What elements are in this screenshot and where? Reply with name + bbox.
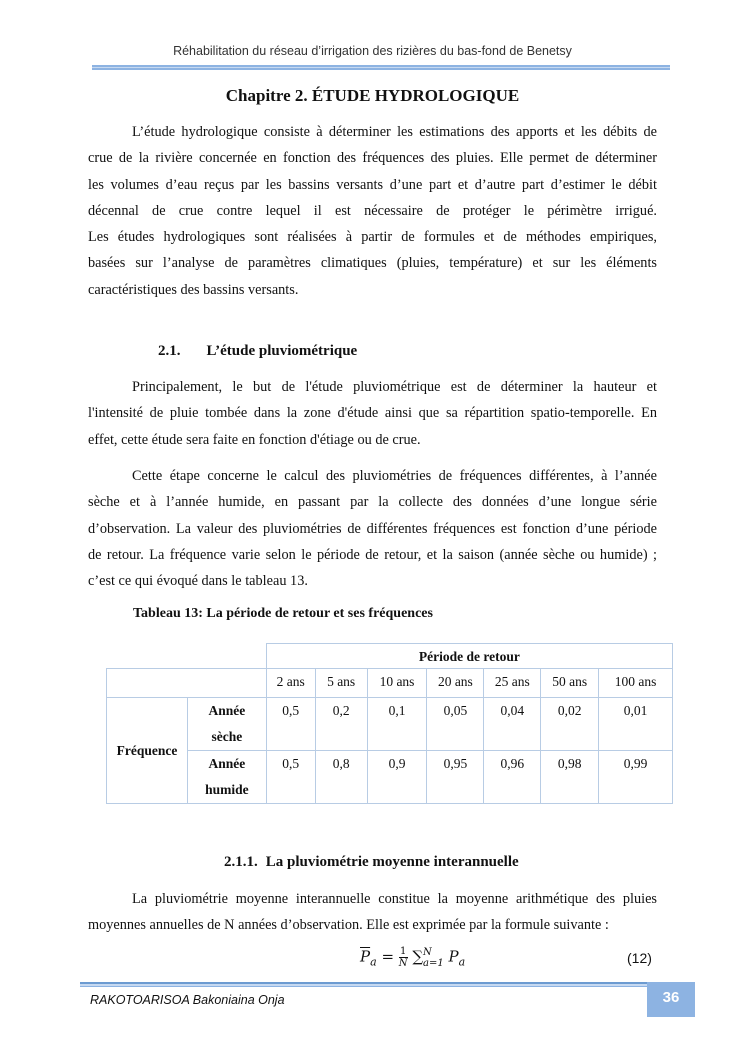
table-cell: 0,01 (599, 698, 673, 751)
column-header: 5 ans (315, 669, 367, 698)
equation-number: (12) (627, 950, 652, 966)
formula-mean-rainfall: $\overline{P}_a$ = $\frac{1}{N}$ ∑ N a=1 $P_a$ (360, 946, 466, 969)
text-line: moyennes annuelles de N années d’observation. Elle est exprimée par la formule suivante : (88, 917, 609, 934)
footer-author: RAKOTOARISOA Bakoniaina Onja (90, 993, 285, 1007)
row-label-line: sèche (211, 729, 243, 744)
text-line: effet, cette étude sera faite en fonction d'étiage ou de crue. (88, 431, 421, 448)
row-label (187, 698, 266, 751)
text-line: basées sur l’analyse de paramètres climatiques (pluies, température) et sur les éléments (88, 255, 657, 272)
section-number: 2.1.1. (224, 854, 258, 870)
paragraph-moyenne (88, 886, 657, 939)
text-line: Les études hydrologiques sont réalisées à partir de formules et de méthodes empiriques, (88, 229, 657, 246)
text-line: de retour. La fréquence varie selon le période de retour, et la saison (année sèche ou humide) ; (88, 546, 657, 563)
table-cell: 0,98 (541, 751, 599, 804)
text-line: Principalement, le but de l'étude pluviométrique est de déterminer la hauteur et (132, 379, 657, 395)
column-header: 2 ans (266, 669, 315, 698)
row-group-label: Fréquence (107, 698, 188, 804)
row-label-line: Année (208, 703, 246, 718)
return-period-table (106, 643, 673, 804)
table-cell: 0,02 (541, 698, 599, 751)
paragraph-frequences (88, 463, 657, 594)
section-number: 2.1. (158, 343, 181, 359)
paragraph-intro (88, 119, 657, 303)
section-title: La pluviométrie moyenne interannuelle (265, 854, 519, 870)
table-caption: Tableau 13: La période de retour et ses fréquences (133, 606, 433, 621)
group-header: Période de retour (266, 644, 672, 669)
section-title: L’étude pluviométrique (206, 343, 358, 359)
paragraph-pluvio (88, 374, 657, 453)
text-line: La pluviométrie moyenne interannuelle constitue la moyenne arithmétique des pluies (132, 891, 657, 907)
text-line: L’étude hydrologique consiste à déterminer les estimations des apports et les débits de (132, 124, 657, 140)
table-cell: 0,5 (266, 751, 315, 804)
column-header: 25 ans (484, 669, 541, 698)
table-cell: 0,04 (484, 698, 541, 751)
row-label (187, 751, 266, 804)
text-line: c’est ce qui évoqué dans le tableau 13. (88, 573, 308, 590)
text-line: crue de la rivière concernée en fonction des fréquences des pluies. Elle permet de déterminer (88, 150, 657, 167)
table-cell: 0,2 (315, 698, 367, 751)
table-cell: 0,95 (427, 751, 484, 804)
column-header: 10 ans (367, 669, 427, 698)
table-cell: 0,99 (599, 751, 673, 804)
page-number: 36 (647, 982, 695, 1017)
table-cell: 0,1 (367, 698, 427, 751)
column-header: 20 ans (427, 669, 484, 698)
text-line: Cette étape concerne le calcul des pluviométries de fréquences différentes, à l’année (132, 468, 657, 484)
text-line: l'intensité de pluie tombée dans la zone d'étude ainsi que sa répartition spatio-temporelle. En (88, 405, 657, 422)
table-row (107, 698, 673, 751)
chapter-title: Chapitre 2. ÉTUDE HYDROLOGIQUE (225, 86, 520, 105)
header-divider (92, 65, 670, 70)
text-line: décennal de crue contre lequel il est nécessaire de protéger le périmètre irrigué. (88, 202, 657, 219)
section-heading-2-1 (158, 343, 357, 360)
table-cell: 0,9 (367, 751, 427, 804)
section-heading-2-1-1 (224, 854, 519, 871)
column-header: 100 ans (599, 669, 673, 698)
text-line: caractéristiques des bassins versants. (88, 281, 299, 298)
table-cell: 0,8 (315, 751, 367, 804)
table-cell: 0,05 (427, 698, 484, 751)
table-row (107, 751, 673, 804)
row-label-line: humide (205, 782, 249, 797)
running-header: Réhabilitation du réseau d’irrigation des rizières du bas-fond de Benetsy (173, 44, 572, 58)
text-line: d’observation. La valeur des pluviométries de différentes fréquences est fonction d’une période (88, 520, 657, 537)
column-header: 50 ans (541, 669, 599, 698)
text-line: les volumes d’eau reçus par les bassins versants d’une part et d’autre part d’estimer le débit (88, 176, 657, 193)
table-cell: 0,5 (266, 698, 315, 751)
row-label-line: Année (208, 756, 246, 771)
table-cell: 0,96 (484, 751, 541, 804)
footer-divider (80, 982, 648, 987)
text-line: sèche et à l’année humide, en passant par la collecte des données d’une longue série (88, 494, 657, 511)
